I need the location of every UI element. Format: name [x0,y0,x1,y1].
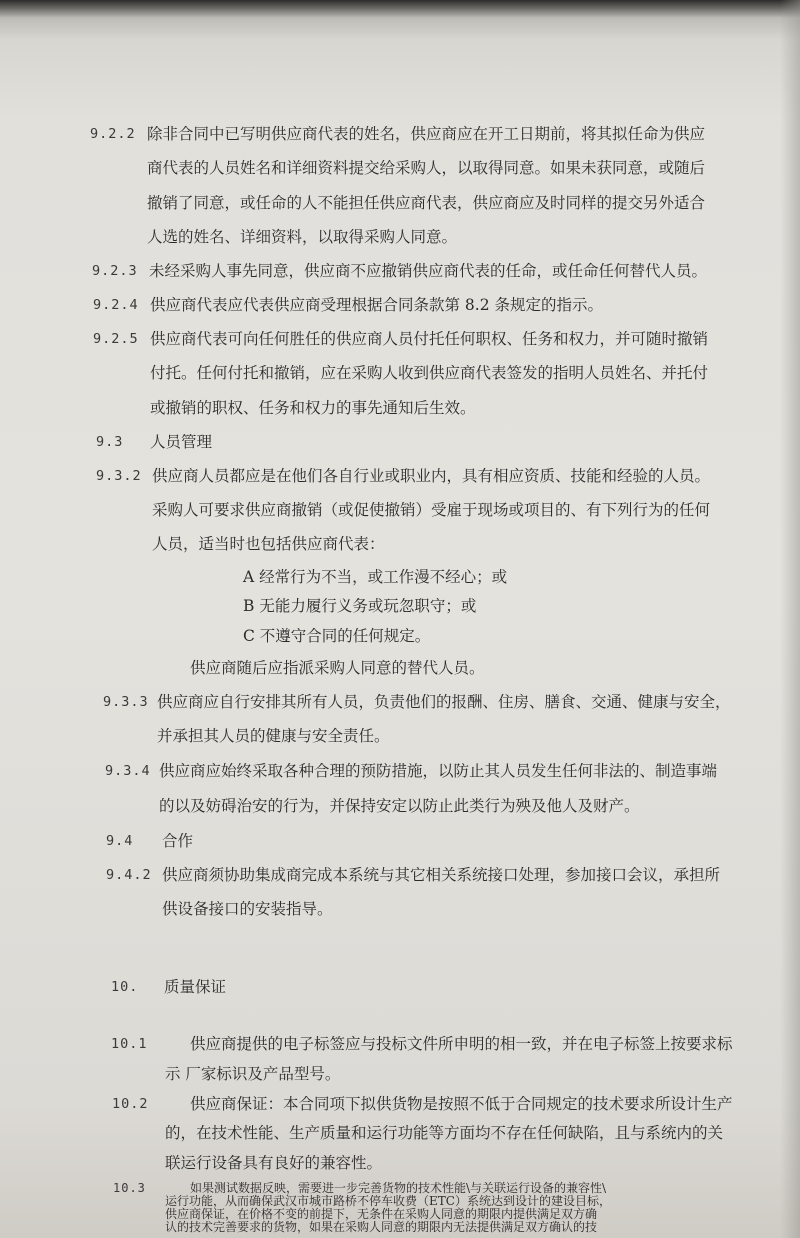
clause-line: 供应商代表可向任何胜任的供应商人员付托任何职权、任务和权力，并可随时撤销 [150,330,709,348]
clause-number: 9.3.4 [105,763,151,779]
clause-line: 未经采购人事先同意，供应商不应撤销供应商代表的任命，或任命任何替代人员。 [149,262,708,280]
clause-line: 认的技术完善要求的货物，如果在采购人同意的期限内无法提供满足双方确认的技 [165,1220,598,1234]
clause-number: 9.2.4 [93,297,139,313]
clause-line: 的以及妨碍治安的行为，并保持安定以防止此类行为殃及他人及财产。 [159,797,640,815]
clause-line: 供应商应自行安排其所有人员，负责他们的报酬、住房、膳食、交通、健康与安全， [157,693,731,711]
clause-line: 人选的姓名、详细资料，以取得采购人同意。 [147,228,458,246]
clause-line: 供应商随后应指派采购人同意的替代人员。 [190,659,485,677]
clause-number: 10.2 [112,1096,149,1112]
section-heading: 人员管理 [150,433,213,451]
clause-line: 供应商须协助集成商完成本系统与其它相关系统接口处理，参加接口会议，承担所 [162,866,721,884]
clause-line: 的，在技术性能、生产质量和运行功能等方面均不存在任何缺陷，且与系统内的关 [165,1124,724,1142]
clause-line: 并承担其人员的健康与安全责任。 [157,727,390,745]
clause-number: 9.3.2 [96,468,142,484]
clause-number: 9.4.2 [106,867,152,883]
clause-line: 供应商应始终采取各种合理的预防措施，以防止其人员发生任何非法的、制造事端 [159,762,718,780]
section-heading: 合作 [162,832,194,850]
clause-line: 供应商人员都应是在他们各自行业或职业内，具有相应资质、技能和经验的人员。 [152,467,711,485]
page-top-shadow [0,0,800,18]
clause-number: 9.3.3 [103,694,149,710]
list-item: A 经常行为不当，或工作漫不经心；或 [243,568,508,586]
clause-line: 付托。任何付托和撤销，应在采购人收到供应商代表签发的指明人员姓名、并托付 [150,364,709,382]
list-item: B 无能力履行义务或玩忽职守；或 [243,597,477,615]
clause-line: 供应商提供的电子标签应与投标文件所申明的相一致，并在电子标签上按要求标 [190,1035,733,1053]
clause-line: 示 厂家标识及产品型号。 [165,1065,341,1083]
clause-line: 供应商保证：本合同项下拟供货物是按照不低于合同规定的技术要求所设计生产 [190,1095,733,1113]
clause-line: 商代表的人员姓名和详细资料提交给采购人，以取得同意。如果未获同意，或随后 [147,159,706,177]
clause-line: 或撤销的职权、任务和权力的事先通知后生效。 [150,399,476,417]
clause-line: 供应商代表应代表供应商受理根据合同条款第 8.2 条规定的指示。 [150,296,604,314]
clause-number: 9.2.3 [92,263,138,279]
section-number: 9.4 [106,833,134,849]
clause-number: 10.1 [111,1036,148,1052]
clause-number: 9.2.5 [93,331,139,347]
clause-line: 采购人可要求供应商撤销（或促使撤销）受雇于现场或项目的、有下列行为的任何 [152,501,711,519]
clause-line: 供应商保证，在价格不变的前提下，无条件在采购人同意的期限内提供满足双方确 [165,1207,598,1221]
clause-line: 撤销了同意，或任命的人不能担任供应商代表，供应商应及时同样的提交另外适合 [147,194,706,212]
section-heading: 质量保证 [164,978,227,996]
clause-line: 供设备接口的安装指导。 [162,900,333,918]
clause-number: 10.3 [113,1181,146,1195]
clause-number: 9.2.2 [90,126,136,142]
list-item: C 不遵守合同的任何规定。 [243,627,431,645]
clause-line: 如果测试数据反映，需要进一步完善货物的技术性能\与关联运行设备的兼容性\ [190,1181,607,1195]
clause-line: 人员，适当时也包括供应商代表： [152,535,385,553]
section-number: 10. [111,979,139,995]
page-right-edge [780,0,800,1238]
section-number: 9.3 [96,434,124,450]
clause-line: 除非合同中已写明供应商代表的姓名，供应商应在开工日期前，将其拟任命为供应 [147,125,706,143]
clause-line: 联运行设备具有良好的兼容性。 [165,1154,383,1172]
clause-line: 运行功能，从而确保武汉市城市路桥不停车收费（ETC）系统达到设计的建设目标， [165,1194,611,1208]
